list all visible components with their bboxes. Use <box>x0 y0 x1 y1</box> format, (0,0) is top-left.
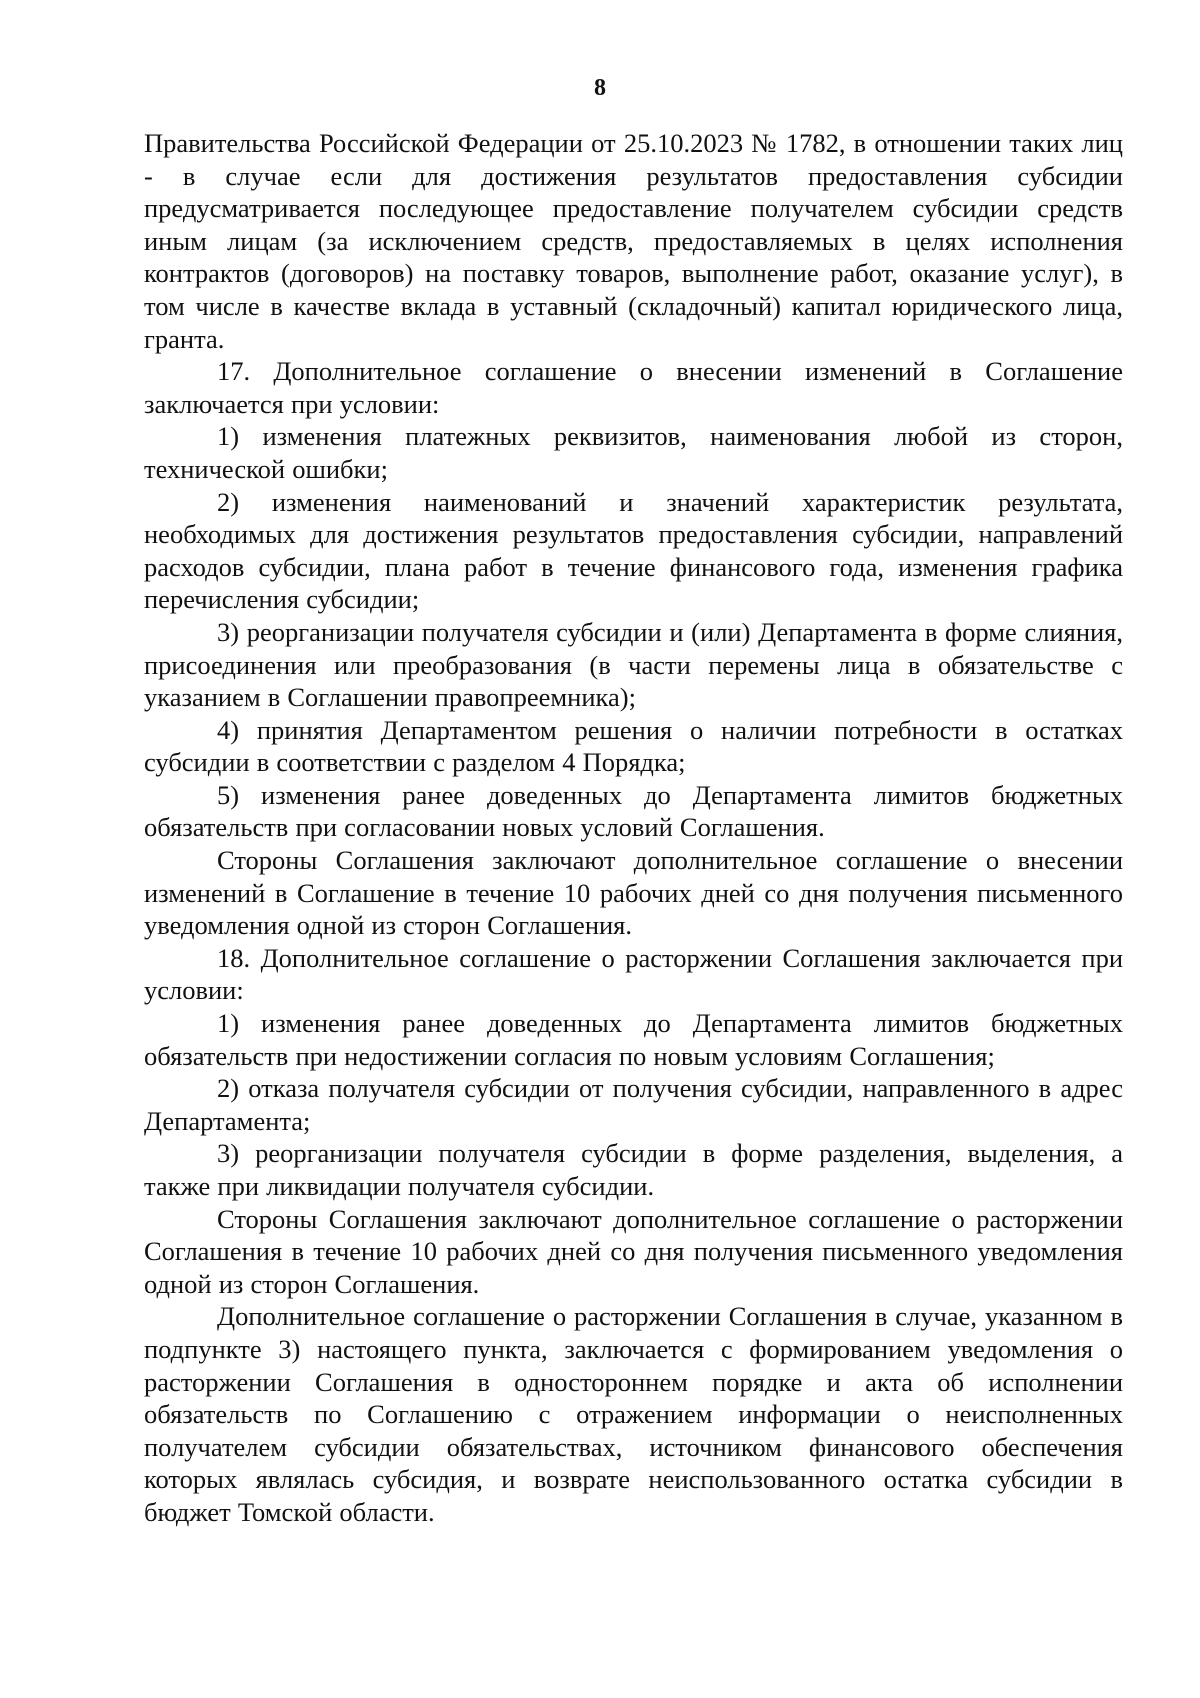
paragraph-17-item-2: 2) изменения наименований и значений характеристик результата, необходимых для достижения результатов предоставления субсидии, направлений расходов субсидии, плана работ в течение финансового года, изменения графика перечисления субсидии; <box>144 486 1123 615</box>
paragraph-17-item-5: 5) изменения ранее доведенных до Департамента лимитов бюджетных обязательств при согласовании новых условий Соглашения. <box>144 779 1123 843</box>
page-number: 8 <box>594 75 606 101</box>
paragraph-17-item-1: 1) изменения платежных реквизитов, наименования любой из сторон, технической ошибки; <box>144 421 1123 484</box>
paragraph-continuation: Правительства Российской Федерации от 25.10.2023 № 1782, в отношении таких лиц - в случае если для достижения результатов предоставления субсидии предусматривается последующее предоставление получателем субсидии средств иным лицам (за исключением средств, предоставляемых в целях исполнения контрактов (договоров) на поставку товаров, выполнение работ, оказание услуг), в том числе в качестве вклада в уставный (складочный) капитал юридического лица, гранта. <box>144 128 1123 354</box>
paragraph-17-item-4: 4) принятия Департаментом решения о наличии потребности в остатках субсидии в соответствии с разделом 4 Порядка; <box>144 714 1123 778</box>
paragraph-18-item-1: 1) изменения ранее доведенных до Департамента лимитов бюджетных обязательств при недостижении согласия по новым условиям Соглашения; <box>144 1008 1123 1071</box>
paragraph-17-parties: Стороны Соглашения заключают дополнительное соглашение о внесении изменений в Соглашение в течение 10 рабочих дней со дня получения письменного уведомления одной из сторон Соглашения. <box>144 845 1123 941</box>
document-body <box>144 127 1123 1529</box>
paragraph-clause-17: 17. Дополнительное соглашение о внесении изменений в Соглашение заключается при условии: <box>144 356 1123 419</box>
paragraph-clause-18: 18. Дополнительное соглашение о расторжении Соглашения заключается при условии: <box>144 942 1123 1006</box>
paragraph-17-item-3: 3) реорганизации получателя субсидии и (или) Департамента в форме слияния, присоединения или преобразования (в части перемены лица в обязательстве с указанием в Соглашении правопреемника); <box>144 616 1123 713</box>
paragraph-18-item-3: 3) реорганизации получателя субсидии в форме разделения, выделения, а также при ликвидации получателя субсидии. <box>144 1138 1123 1201</box>
paragraph-18-parties: Стороны Соглашения заключают дополнительное соглашение о расторжении Соглашения в течение 10 рабочих дней со дня получения письменного уведомления одной из сторон Соглашения. <box>144 1203 1123 1299</box>
paragraph-18-item-2: 2) отказа получателя субсидии от получения субсидии, направленного в адрес Департамента; <box>144 1073 1123 1136</box>
paragraph-18-termination: Дополнительное соглашение о расторжении Соглашения в случае, указанном в подпункте 3) настоящего пункта, заключается с формированием уведомления о расторжении Соглашения в одностороннем порядке и акта об исполнении обязательств по Соглашению с отражением информации о неисполненных получателем субсидии обязательствах, источником финансового обеспечения которых являлась субсидия, и возврате неиспользованного остатка субсидии в бюджет Томской области. <box>144 1301 1123 1527</box>
